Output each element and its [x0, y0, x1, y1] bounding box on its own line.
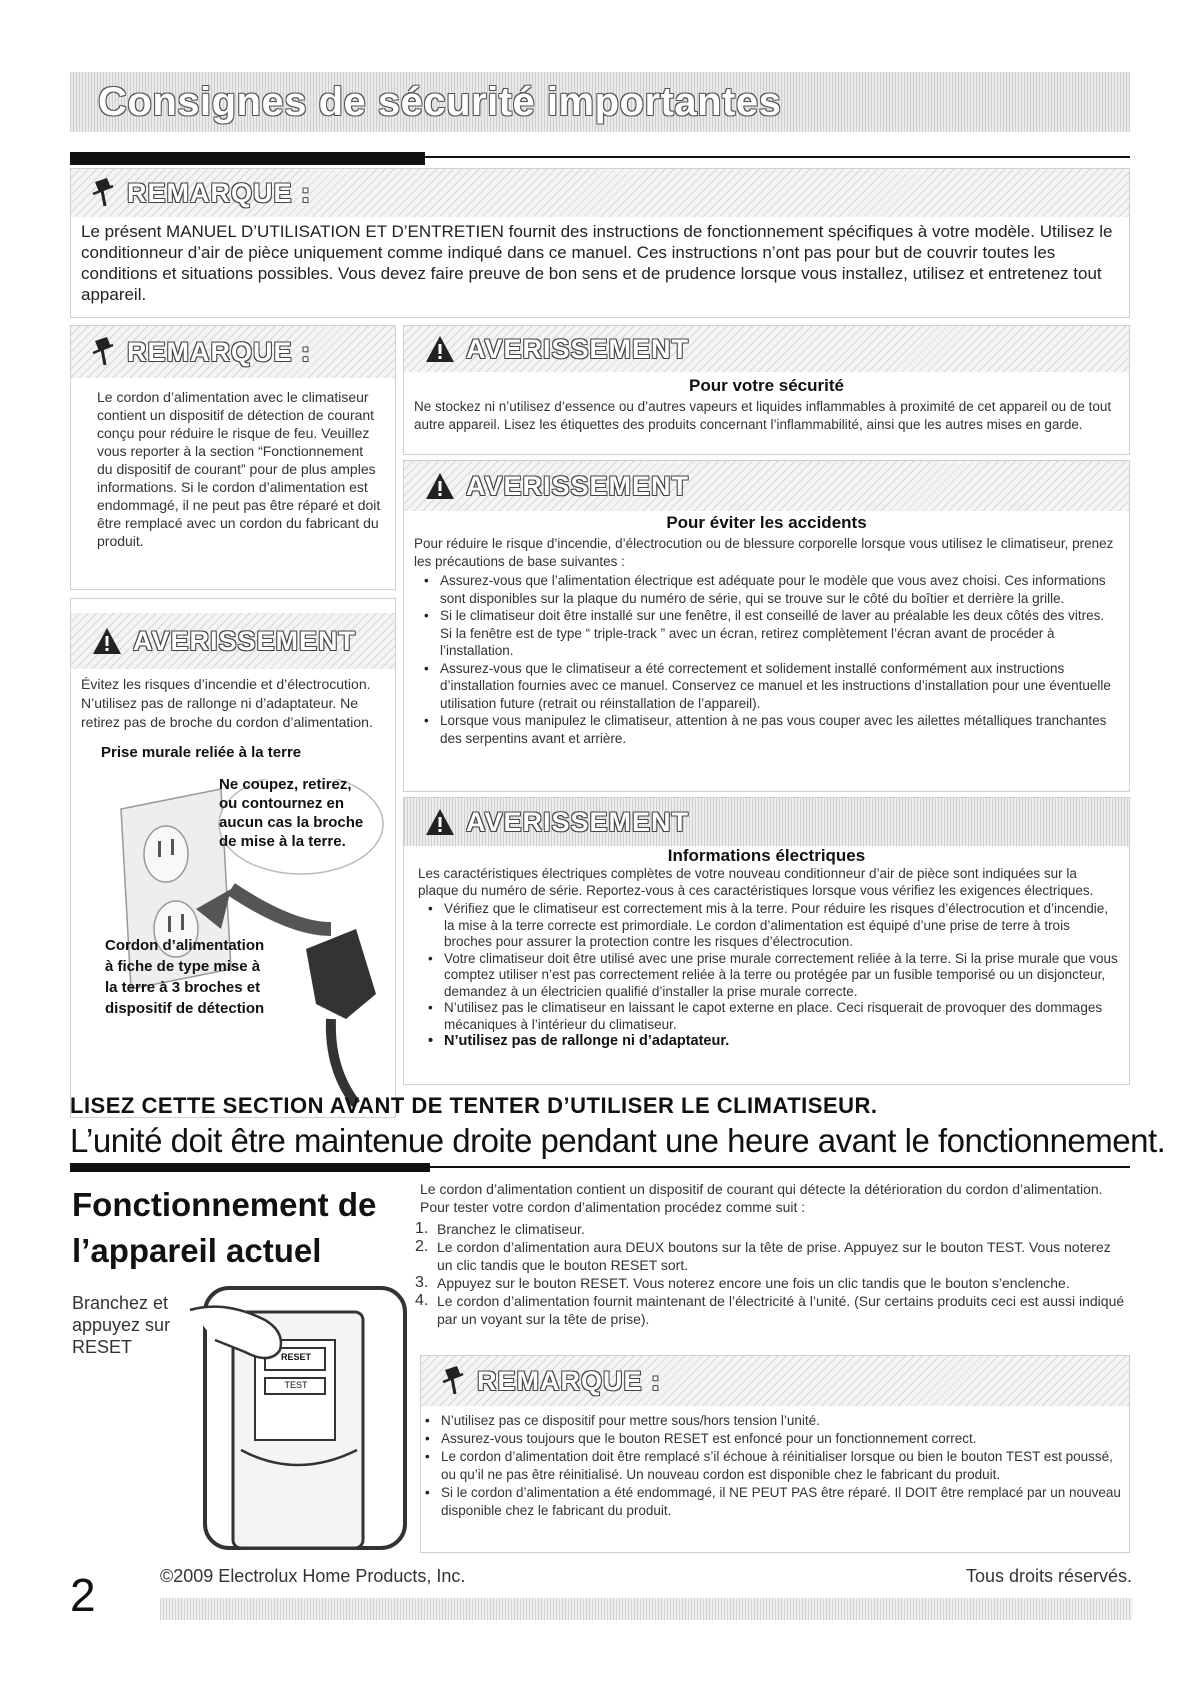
note-main-header — [71, 169, 1129, 217]
step-text: Appuyez sur le bouton RESET. Vous noterez encore une fois un clic tandis que le bouton s’enclenche. — [437, 1275, 1070, 1291]
warning-triangle-icon — [424, 471, 456, 501]
operation-title — [72, 1182, 432, 1274]
warn-accidents-subhead: Pour éviter les accidents — [666, 513, 867, 532]
warn-security-header — [404, 326, 1129, 372]
operation-step — [415, 1220, 1130, 1238]
operation-step — [415, 1292, 1130, 1328]
outlet-title: Prise murale reliée à la terre — [101, 744, 302, 761]
step-text: Le cordon d’alimentation aura DEUX boutons sur la tête de prise. Appuyez sur le bouton TEST. Vous noterez un clic tandis que le bouton RESET sort. — [437, 1239, 1111, 1273]
warn-security-text: Ne stockez ni n’utilisez d’essence ou d’autres vapeurs et liquides inflammables à proximité de cet appareil ou de tout autre appareil. Lisez les étiquettes des produits concernant l’inflammabilité, ainsi que les autres mises en garde. — [414, 399, 1112, 432]
step-number: 3. — [415, 1274, 429, 1291]
warn-security-label: AVERISSEMENT — [466, 333, 690, 364]
warn-electrical-list — [404, 901, 1129, 1050]
operation-title-line2: l’appareil actuel — [72, 1232, 322, 1269]
list-item: • N’utilisez pas ce dispositif pour mettre sous/hors tension l’unité. — [441, 1412, 1121, 1430]
warn-electrical-subhead: Informations électriques — [667, 846, 866, 865]
warn-electrical-intro: Les caractéristiques électriques complètes de votre nouveau conditionneur d’air de pièce sont indiquées sur la plaque du numéro de série. Reportez-vous à ces caractéristiques lorsque vous vérifiez les exigences électriques. — [418, 866, 1094, 898]
reset-plug-illustration — [185, 1280, 420, 1550]
note-cord-header — [71, 326, 395, 378]
warn-security-subhead: Pour votre sécurité — [689, 376, 844, 395]
footer — [160, 1566, 1132, 1587]
reset-instruction-label: Branchez et appuyez sur RESET — [72, 1293, 171, 1357]
note-cord-text: Le cordon d’alimentation avec le climatiseur contient un dispositif de détection de courant conçu pour réduire le risque de feu. Veuillez vous reporter à la section “Fonctionnement du dispositif de courant” pour de plus amples informations. Si le cordon d’alimentation est endommagé, il ne peut pas être réparé et doit être remplacé avec un cordon du fabricant du produit. — [97, 389, 381, 549]
warn-left-label: AVERISSEMENT — [133, 625, 357, 656]
page-title: Consignes de sécurité importantes — [98, 80, 782, 124]
outlet-cord-label: Cordon d’alimentation à fiche de type mise à la terre à 3 broches et dispositif de détection — [105, 937, 265, 1017]
operation-step — [415, 1274, 1130, 1292]
note-cord-box — [70, 325, 396, 590]
list-item-bold: • N’utilisez pas de rallonge ni d’adaptateur. — [444, 1033, 1119, 1050]
list-item: • Vérifiez que le climatiseur est correctement mis à la terre. Pour réduire les risques d’électrocution et d’incendie, la mise à la terre correcte est primordiale. Le cordon d’alimentation est équipé d’une prise de terre à trois broches pour assurer la protection contre les risques d’électrocution. — [444, 901, 1119, 951]
read-section-subtitle: L’unité doit être maintenue droite pendant une heure avant le fonctionnement. — [70, 1122, 1166, 1159]
test-button-label: TEST — [284, 1380, 308, 1390]
list-item: • Si le cordon d’alimentation a été endommagé, il NE PEUT PAS être réparé. Il DOIT être remplacé par un nouveau disponible chez le fabricant du produit. — [441, 1484, 1121, 1520]
warn-accidents-intro: Pour réduire le risque d’incendie, d’électrocution ou de blessure corporelle lorsque vous utilisez le climatiseur, prenez les précautions de base suivantes : — [414, 536, 1114, 569]
operation-title-line1: Fonctionnement de — [72, 1186, 377, 1223]
note-cord-label: REMARQUE : — [127, 336, 311, 367]
warning-triangle-icon — [424, 807, 456, 837]
list-item: • Votre climatiseur doit être utilisé avec une prise murale correctement reliée à la terre. Si la prise murale que vous comptez utiliser n’est pas correctement reliée à la terre ou protégée par un fusible temporisé ou un disjoncteur, demandez à un électricien qualifié d’installer la prise murale correcte. — [444, 951, 1119, 1001]
note-main-label: REMARQUE : — [127, 177, 311, 208]
pin-icon — [91, 176, 117, 210]
read-section-title: LISEZ CETTE SECTION AVANT DE TENTER D’UTILISER LE CLIMATISEUR. — [70, 1093, 878, 1118]
step-text: Branchez le climatiseur. — [437, 1221, 585, 1237]
footer-rights: Tous droits réservés. — [965, 1566, 1132, 1586]
warn-left-box — [70, 598, 396, 1118]
list-item: • Assurez-vous toujours que le bouton RESET est enfoncé pour un fonctionnement correct. — [441, 1430, 1121, 1448]
step-number: 4. — [415, 1292, 429, 1309]
section-rule-thin — [430, 1166, 1130, 1168]
reset-button-label: RESET — [280, 1352, 311, 1362]
warn-accidents-header — [404, 461, 1129, 511]
footer-copyright: ©2009 Electrolux Home Products, Inc. — [160, 1566, 466, 1586]
warn-left-text: Évitez les risques d’incendie et d’électrocution. N’utilisez pas de rallonge ni d’adaptateur. Ne retirez pas de broche du cordon d’alimentation. — [81, 676, 373, 730]
warn-electrical-label: AVERISSEMENT — [466, 806, 690, 837]
note-bottom-label: REMARQUE : — [477, 1365, 661, 1396]
outlet-bubble-text: Ne coupez, retirez, ou contournez en aucun cas la broche de mise à la terre. — [219, 776, 364, 850]
note-bottom-list — [421, 1412, 1129, 1520]
warn-accidents-box — [403, 460, 1130, 792]
list-item: • Assurez-vous que le climatiseur a été correctement et solidement installé conformément aux instructions d’installation fournies avec ce manuel. Conservez ce manuel et les instructions d’installation pour une éventuelle utilisation future (retrait ou réinstallation de l’appareil). — [440, 660, 1119, 713]
operation-steps — [415, 1220, 1130, 1328]
step-number: 1. — [415, 1220, 429, 1237]
list-item: • N’utilisez pas le climatiseur en laissant le capot externe en place. Ceci risquerait de provoquer des dommages mécaniques à l’intérieur du climatiseur. — [444, 1000, 1119, 1033]
note-main-text: Le présent MANUEL D’UTILISATION ET D’ENTRETIEN fournit des instructions de fonctionnement spécifiques à votre modèle. Utilisez le conditionneur d’air de pièce uniquement comme indiqué dans ce manuel. Ces instructions n’ont pas pour but de couvrir toutes les conditions et situations possibles. Vous devez faire preuve de bon sens et de prudence lorsque vous installez, utilisez et entretenez tout appareil. — [81, 222, 1113, 304]
step-text: Le cordon d’alimentation fournit maintenant de l’électricité à l’unité. (Sur certains produits ceci est aussi indiqué par un voyant sur la tête de prise). — [437, 1293, 1125, 1327]
list-item: • Le cordon d’alimentation doit être remplacé s’il échoue à réinitialiser lorsque ou bien le bouton TEST est poussé, ou qu’il ne pas être réinitialisé. Un nouveau cordon est disponible chez le fabricant du produit. — [441, 1448, 1121, 1484]
list-item: • Lorsque vous manipulez le climatiseur, attention à ne pas vous couper avec les ailettes métalliques tranchantes des serpentins avant et arrière. — [440, 712, 1119, 747]
page-number: 2 — [70, 1569, 96, 1621]
warning-triangle-icon — [91, 626, 123, 656]
section-rule-thick — [70, 1163, 430, 1172]
pin-icon — [91, 335, 117, 369]
operation-intro: Le cordon d’alimentation contient un dispositif de courant qui détecte la détérioration du cordon d’alimentation. Pour tester votre cordon d’alimentation procédez comme suit : — [420, 1181, 1103, 1215]
title-rule-thick — [70, 152, 425, 165]
title-rule-thin — [425, 156, 1130, 158]
list-item: • Assurez-vous que l’alimentation électrique est adéquate pour le modèle que vous avez choisi. Ces informations sont disponibles sur la plaque du numéro de série, qui se trouve sur le côté du boîtier et derrière la grille. — [440, 572, 1119, 607]
warn-left-header — [71, 613, 395, 669]
footer-rule — [160, 1598, 1132, 1620]
warn-accidents-list — [404, 572, 1129, 747]
title-banner — [70, 72, 1130, 132]
note-bottom-box — [420, 1355, 1130, 1553]
warn-electrical-header — [404, 798, 1129, 846]
note-main-box — [70, 168, 1130, 318]
warn-electrical-box — [403, 797, 1130, 1085]
pin-icon — [441, 1364, 467, 1398]
note-bottom-header — [421, 1356, 1129, 1406]
warning-triangle-icon — [424, 334, 456, 364]
list-item: • Si le climatiseur doit être installé sur une fenêtre, il est conseillé de laver au préalable les deux côtés des vitres. Si la fenêtre est de type “ triple-track ” avec un écran, retirez complètement l’écran avant de procéder à l’installation. — [440, 607, 1119, 660]
step-number: 2. — [415, 1238, 429, 1255]
operation-step — [415, 1238, 1130, 1274]
warn-security-box — [403, 325, 1130, 455]
warn-accidents-label: AVERISSEMENT — [466, 470, 690, 501]
